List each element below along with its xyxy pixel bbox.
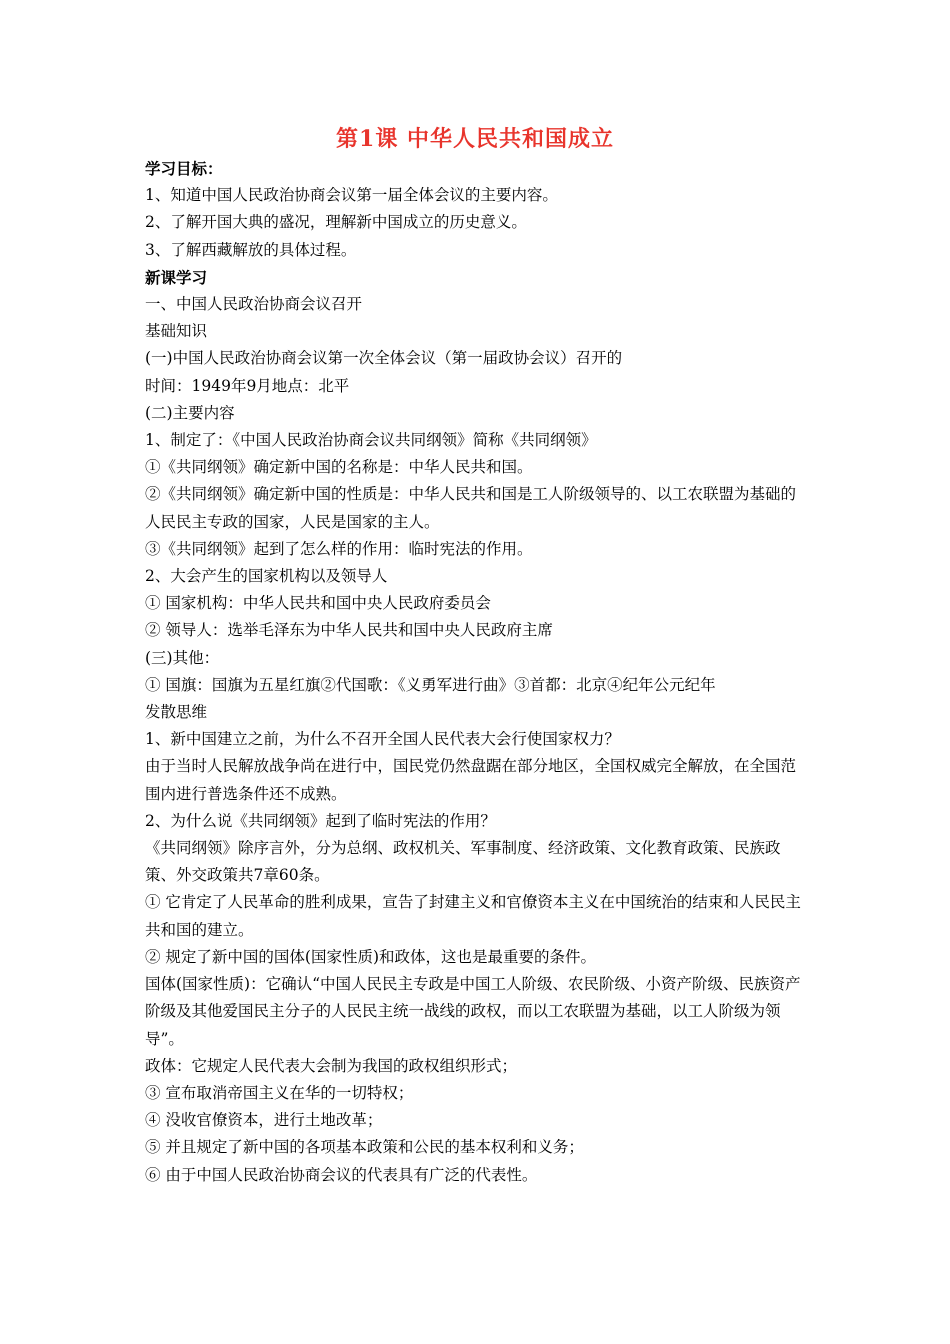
- text-line: 3、了解西藏解放的具体过程。: [145, 240, 357, 259]
- text-line: 基础知识: [145, 322, 208, 341]
- text-line: ① 国旗：国旗为五星红旗②代国歌：《义勇军进行曲》③首都：北京④纪年公元纪年: [145, 675, 716, 694]
- text-line: 1、知道中国人民政治协商会议第一届全体会议的主要内容。: [145, 186, 558, 205]
- text-line: ④ 没收官僚资本，进行土地改革；: [145, 1111, 383, 1130]
- text-line: (一)中国人民政治协商会议第一次全体会议（第一届政协会议）召开的: [145, 349, 623, 368]
- text-line: 《共同纲领》除序言外，分为总纲、政权机关、军事制度、经济政策、文化教育政策、民族政策、外交政策共7章60条。: [145, 839, 781, 885]
- text-line: 学习目标：: [145, 159, 223, 178]
- text-line: 2、了解开国大典的盛况，理解新中国成立的历史意义。: [145, 213, 527, 232]
- text-line: (三)其他：: [145, 648, 220, 667]
- text-line: 国体(国家性质)：它确认“中国人民民主专政是中国工人阶级、农民阶级、小资产阶级、民族资产阶级及其他爱国民主分子的人民民主统一战线的政权，而以工农联盟为基础，以工人阶级为领导”。: [145, 975, 801, 1048]
- text-line: 2、为什么说《共同纲领》起到了临时宪法的作用？: [145, 811, 496, 830]
- text-line: (二)主要内容: [145, 403, 235, 422]
- lesson-content: [145, 155, 805, 1189]
- text-line: 由于当时人民解放战争尚在进行中，国民党仍然盘踞在部分地区，全国权威完全解放，在全国范围内进行普选条件还不成熟。: [145, 757, 797, 803]
- text-line: 时间：1949年9月地点：北平: [145, 376, 350, 395]
- text-line: ② 规定了新中国的国体(国家性质)和政体，这也是最重要的条件。: [145, 947, 597, 966]
- text-line: ⑥ 由于中国人民政治协商会议的代表具有广泛的代表性。: [145, 1165, 538, 1184]
- text-line: ①《共同纲领》确定新中国的名称是：中华人民共和国。: [145, 458, 533, 477]
- text-line: 政体：它规定人民代表大会制为我国的政权组织形式；: [145, 1056, 518, 1075]
- text-line: 新课学习: [145, 267, 208, 287]
- text-line: ③《共同纲领》起到了怎么样的作用：临时宪法的作用。: [145, 539, 533, 558]
- text-line: ① 国家机构：中华人民共和国中央人民政府委员会: [145, 594, 491, 613]
- text-line: ② 领导人：选举毛泽东为中华人民共和国中央人民政府主席: [145, 621, 553, 640]
- text-line: 一、中国人民政治协商会议召开: [145, 295, 363, 314]
- text-line: ⑤ 并且规定了新中国的各项基本政策和公民的基本权利和义务；: [145, 1138, 584, 1157]
- text-line: 1、制定了：《中国人民政治协商会议共同纲领》简称《共同纲领》: [145, 431, 597, 450]
- text-line: 1、新中国建立之前，为什么不召开全国人民代表大会行使国家权力？: [145, 730, 620, 749]
- text-line: ① 它肯定了人民革命的胜利成果，宣告了封建主义和官僚资本主义在中国统治的结束和人民民主共和国的建立。: [145, 893, 801, 939]
- lesson-title: 第1课 中华人民共和国成立: [336, 126, 614, 152]
- text-line: 发散思维: [145, 703, 208, 722]
- text-line: 2、大会产生的国家机构以及领导人: [145, 567, 388, 586]
- text-line: ②《共同纲领》确定新中国的性质是：中华人民共和国是工人阶级领导的、以工农联盟为基础的人民民主专政的国家，人民是国家的主人。: [145, 485, 797, 531]
- text-line: ③ 宣布取消帝国主义在华的一切特权；: [145, 1083, 414, 1102]
